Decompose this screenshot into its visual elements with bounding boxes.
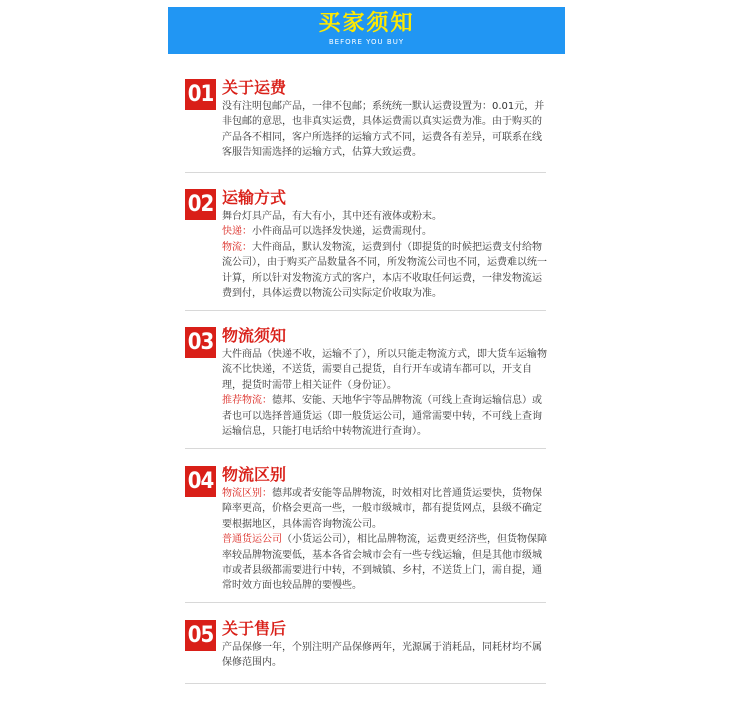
page-title: 买家须知: [318, 11, 415, 36]
paragraph: [222, 393, 549, 439]
section-number-badge: 02: [185, 189, 216, 220]
paragraph-text: 德邦、安能、天地华宇等品牌物流（可线上查询运输信息）或者也可以选择普通货运（即一般货运公司，通常需要中转，不可线上查询运输信息，只能打电话给中转物流进行查询）。: [222, 395, 542, 438]
paragraph: [222, 532, 549, 594]
paragraph-label: 物流：: [222, 241, 252, 253]
section-body: [222, 640, 549, 671]
paragraph: [222, 209, 549, 224]
paragraph-text: 没有注明包邮产品，一律不包邮；系统统一默认运费设置为：0.01元，并非包邮的意思，也非真实运费，具体运费需以真实运费为准。由于购买的产品各不相同，客户所选择的运输方式不同，运费各有差异，可联系在线客服告知需选择的运输方式，估算大致运费。: [222, 101, 545, 159]
paragraph-text: 大件商品，默认发物流，运费到付（即提货的时候把运费支付给物流公司），由于购买产品数量各不同，所发物流公司也不同，运费难以统一计算，所以针对发物流方式的客户，本店不收取任何运费，一律发物流运费到付，具体运费以物流公司实际定价收取为准。: [222, 241, 547, 300]
section-divider: [185, 448, 546, 449]
section-heading: 关于售后: [222, 619, 287, 638]
section-body: [222, 209, 549, 301]
section-divider: [185, 310, 546, 311]
section-divider: [185, 683, 546, 684]
section-body: [222, 486, 549, 594]
paragraph-text: 德邦或者安能等品牌物流，时效相对比普通货运要快，货物保障率更高，价格会更高一些，一般市级城市，都有提货网点，县级不确定要根据地区，具体需咨询物流公司。: [222, 488, 542, 530]
paragraph-text: 小件商品可以选择发快递，运费需现付。: [252, 226, 432, 238]
section-number-badge: 05: [185, 620, 216, 651]
paragraph: [222, 640, 549, 671]
paragraph: [222, 486, 549, 532]
paragraph-text: 大件商品（快递不收，运输不了），所以只能走物流方式，即大货车运输物流不比快递，不送货，需要自己提货，自行开车或请车都可以，开支自理，提货时需带上相关证件（身份证）。: [222, 349, 547, 391]
header-banner: [168, 7, 565, 54]
section-heading: 关于运费: [222, 78, 287, 97]
section-divider: [185, 172, 546, 173]
paragraph-text: （小货运公司），相比品牌物流，运费更经济些，但货物保障率较品牌物流要低，基本各省会城市会有一些专线运输，但是其他市级城市或者县级都需要进行中转，不到城镇、乡村，不送货上门，需自提，通常时效方面也较品牌的要慢些。: [222, 534, 547, 592]
section-number-badge: 01: [185, 79, 216, 110]
section-number-badge: 04: [185, 466, 216, 497]
paragraph-label: 普通货运公司: [222, 534, 282, 546]
paragraph-label: 推荐物流：: [222, 395, 272, 407]
paragraph: [222, 347, 549, 393]
paragraph: [222, 99, 549, 161]
section-divider: [185, 602, 546, 603]
paragraph-label: 快递：: [222, 226, 252, 238]
section-heading: 运输方式: [222, 188, 287, 207]
page-subtitle: BEFORE YOU BUY: [328, 38, 405, 46]
paragraph-label: 物流区别：: [222, 488, 272, 499]
section-heading: 物流须知: [222, 326, 287, 345]
section-body: [222, 99, 549, 161]
paragraph: [222, 224, 549, 239]
paragraph: [222, 240, 549, 302]
paragraph-text: 产品保修一年，个别注明产品保修两年，光源属于消耗品，同耗材均不属保修范围内。: [222, 642, 542, 669]
section-body: [222, 347, 549, 439]
paragraph-text: 舞台灯具产品，有大有小，其中还有液体或粉末。: [222, 211, 442, 222]
section-heading: 物流区别: [222, 465, 287, 484]
section-number-badge: 03: [185, 327, 216, 358]
